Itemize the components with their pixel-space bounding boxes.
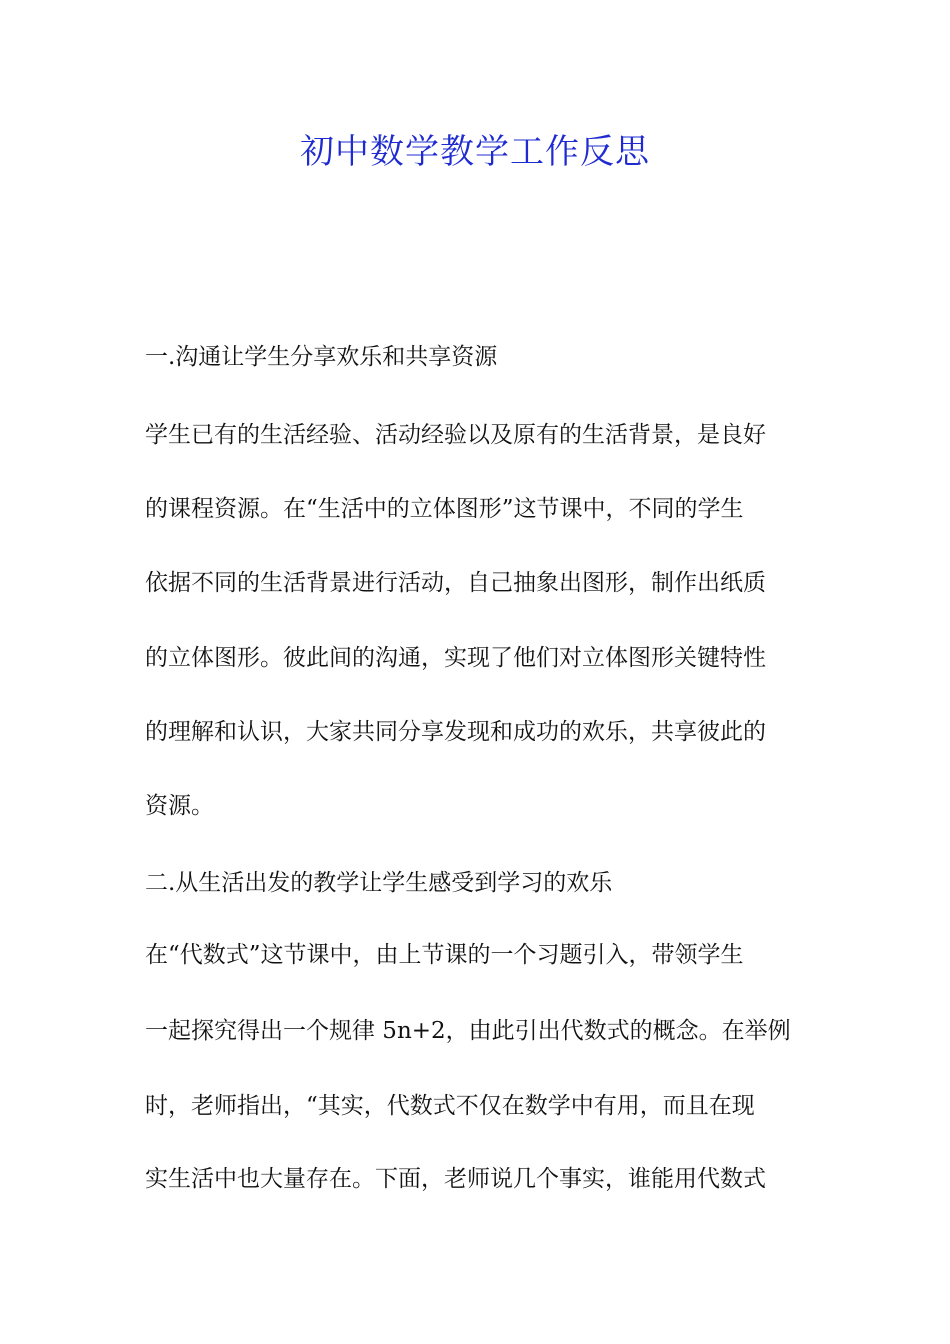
paragraph-line: 在“代数式”这节课中，由上节课的一个习题引入，带领学生 — [145, 942, 744, 968]
paragraph-line: 的课程资源。在“生活中的立体图形”这节课中，不同的学生 — [145, 496, 744, 522]
section-heading-1: 一.沟通让学生分享欢乐和共享资源 — [145, 344, 498, 370]
paragraph-line: 时，老师指出，“其实，代数式不仅在数学中有用，而且在现 — [145, 1093, 755, 1119]
paragraph-line: 实生活中也大量存在。下面，老师说几个事实，谁能用代数式 — [145, 1166, 766, 1192]
paragraph-line: 一起探究得出一个规律 5n+2，由此引出代数式的概念。在举例 — [145, 1018, 791, 1044]
paragraph-line: 的理解和认识，大家共同分享发现和成功的欢乐，共享彼此的 — [145, 719, 766, 745]
paragraph-line: 依据不同的生活背景进行活动，自己抽象出图形，制作出纸质 — [145, 570, 766, 596]
section-heading-2: 二.从生活出发的教学让学生感受到学习的欢乐 — [145, 870, 613, 896]
paragraph-line: 资源。 — [145, 793, 214, 819]
paragraph-line: 学生已有的生活经验、活动经验以及原有的生活背景，是良好 — [145, 422, 766, 448]
paragraph-line: 的立体图形。彼此间的沟通，实现了他们对立体图形关键特性 — [145, 645, 766, 671]
document-title: 初中数学教学工作反思 — [300, 132, 650, 172]
